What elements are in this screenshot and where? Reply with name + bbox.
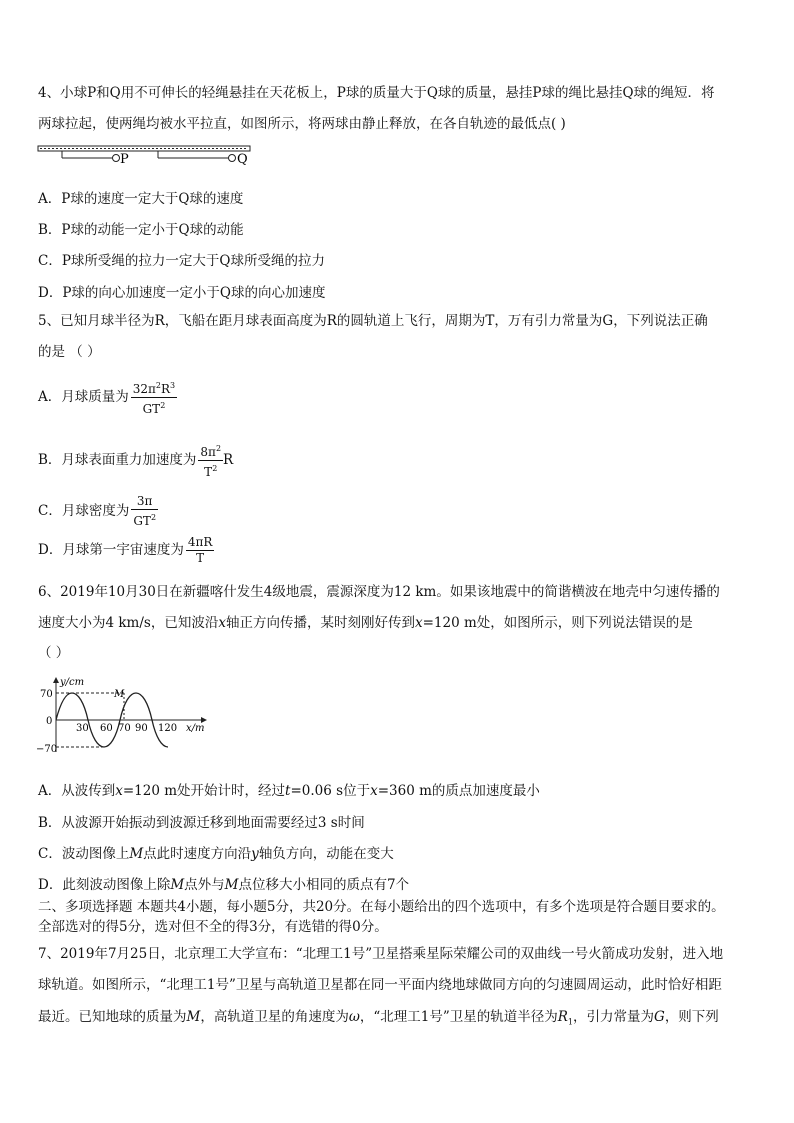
q4-stem-line1: 4、小球P和Q用不可伸长的轻绳悬挂在天花板上，P球的质量大于Q球的质量，悬挂P球的绳比悬挂Q球的绳短．将 — [38, 85, 715, 101]
y-tick-70: 70 — [40, 689, 53, 700]
q4-stem-line2: 两球拉起，使两绳均被水平拉直，如图所示，将两球由静止释放，在各自轨迹的最低点( ) — [38, 116, 566, 132]
q4-option-d: D．P球的向心加速度一定小于Q球的向心加速度 — [38, 285, 326, 301]
x-tick-120: 120 — [158, 723, 178, 734]
q6-option-c: C．波动图像上M点此时速度方向沿y轴负方向，动能在变大 — [38, 846, 394, 862]
y-axis-label: y/cm — [60, 677, 85, 688]
section2-heading-line1: 二、多项选择题 本题共4小题，每小题5分，共20分。在每小题给出的四个选项中，有多个选项是符合题目要求的。 — [38, 899, 725, 915]
q6-stem-line1: 6、2019年10月30日在新疆喀什发生4级地震，震源深度为12 km。如果该地震中的简谐横波在地壳中匀速传播的 — [38, 584, 720, 600]
x-tick-70: 70 — [118, 723, 131, 734]
q6-stem-line3: （ ） — [38, 645, 70, 661]
q5-stem-line2: 的是 （ ） — [38, 344, 101, 360]
q7-stem-line2: 球轨道。如图所示，“北理工1号”卫星与高轨道卫星都在同一平面内绕地球做同方向的匀速圆周运动，此时恰好相距 — [38, 977, 722, 993]
q6-option-a: A．从波传到x=120 m处开始计时，经过t=0.06 s位于x=360 m的质点加速度最小 — [38, 783, 540, 799]
q5-option-c: C．月球密度为 $\frac{3\pi}{GT^2}$ — [38, 494, 157, 528]
q5-option-b: B．月球表面重力加速度为 $\frac{8\pi^2}{T^2}$ R — [38, 441, 233, 480]
x-tick-90: 90 — [135, 723, 148, 734]
q6-option-d: D．此刻波动图像上除M点外与M点位移大小相同的质点有7个 — [38, 877, 410, 893]
y-tick-0: 0 — [46, 716, 53, 727]
q4-option-a: A．P球的速度一定大于Q球的速度 — [38, 191, 244, 207]
label-q: Q — [237, 152, 248, 167]
y-tick-neg70: −70 — [36, 744, 58, 755]
x-tick-30: 30 — [76, 723, 89, 734]
section2-heading-line2: 全部选对的得5分，选对但不全的得3分，有选错的得0分。 — [38, 919, 388, 935]
x-tick-60: 60 — [100, 723, 113, 734]
q4-pendulum-figure — [36, 142, 266, 168]
q4-option-b: B．P球的动能一定小于Q球的动能 — [38, 222, 244, 238]
point-m-label: M — [114, 689, 125, 700]
q6-stem-line2: 速度大小为4 km/s，已知波沿x轴正方向传播，某时刻刚好传到x=120 m处，如图所示，则下列说法错误的是 — [38, 615, 693, 631]
q6-option-b: B．从波源开始振动到波源迁移到地面需要经过3 s时间 — [38, 815, 365, 831]
q6-wave-graph — [34, 672, 214, 758]
q7-stem-line1: 7、2019年7月25日，北京理工大学宣布：“北理工1号”卫星搭乘星际荣耀公司的双曲线一号火箭成功发射，进入地 — [38, 946, 724, 962]
label-p: P — [120, 152, 129, 167]
ball-q — [229, 155, 236, 162]
q5-stem-line1: 5、已知月球半径为R，飞船在距月球表面高度为R的圆轨道上飞行，周期为T，万有引力常量为G，下列说法正确 — [38, 313, 708, 329]
q4-option-c: C．P球所受绳的拉力一定大于Q球所受绳的拉力 — [38, 253, 325, 269]
ball-p — [113, 155, 120, 162]
q7-stem-line3: 最近。已知地球的质量为M，高轨道卫星的角速度为ω，“北理工1号”卫星的轨道半径为$R_1$，引力常量为G，则下列 — [38, 1009, 719, 1027]
x-axis-label: x/m — [186, 723, 205, 734]
q5-option-d: D．月球第一宇宙速度为 $\frac{4\pi R}{T}$ — [38, 535, 213, 565]
q5-option-a: A．月球质量为 $\frac{32\pi^2R^3}{GT^2}$ — [38, 378, 177, 417]
